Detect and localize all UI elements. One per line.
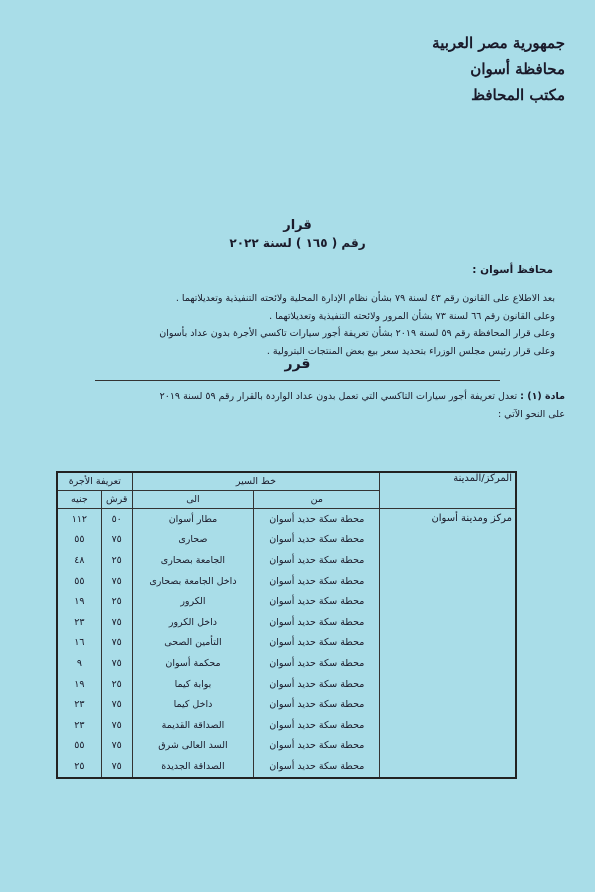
article-text: تعدل تعريفة أجور سيارات التاكسي التي تعمل بدون عداد الواردة بالقرار رقم ٥٩ لسنة ٢٠١٩ [159, 391, 518, 402]
decree-title: قرار [283, 218, 312, 233]
header-route: خط السير [132, 472, 380, 491]
letterhead-governorate: محافظة أسوان [470, 60, 565, 78]
header-center: المركز/المدينة [380, 472, 516, 509]
divider [95, 380, 500, 381]
cell-pound: ٥٥ [57, 530, 101, 551]
cell-piaster: ٧٥ [101, 694, 132, 715]
cell-to: السد العالى شرق [132, 736, 254, 757]
header-to: الى [132, 491, 254, 509]
cell-to: الصداقة الجديدة [132, 756, 254, 778]
cell-to: محكمة أسوان [132, 653, 254, 674]
header-pound: جنيه [57, 491, 101, 509]
cell-from: محطة سكة حديد أسوان [254, 509, 380, 530]
cell-from: محطة سكة حديد أسوان [254, 633, 380, 654]
cell-from: محطة سكة حديد أسوان [254, 694, 380, 715]
cell-to: الكرور [132, 591, 254, 612]
cell-to: الصداقة القديمة [132, 715, 254, 736]
cell-pound: ١٩ [57, 674, 101, 695]
cell-piaster: ٧٥ [101, 736, 132, 757]
cell-piaster: ٧٥ [101, 715, 132, 736]
cell-to: داخل كيما [132, 694, 254, 715]
preamble-line: وعلى قرار رئيس مجلس الوزراء بتحديد سعر بيع بعض المنتجات البترولية . [266, 345, 555, 357]
decree-number: رقم ( ١٦٥ ) لسنة ٢٠٢٢ [229, 236, 366, 250]
letterhead-office: مكتب المحافظ [471, 86, 565, 104]
preamble-line: وعلى قرار المحافظة رقم ٥٩ لسنة ٢٠١٩ بشأن تعريفة أجور سيارات تاكسي الأجرة بدون عداد بأسوان [159, 328, 555, 339]
cell-to: داخل الجامعة بصحارى [132, 571, 254, 592]
cell-piaster: ٧٥ [101, 653, 132, 674]
cell-pound: ٢٣ [57, 715, 101, 736]
header-from: من [254, 491, 380, 509]
cell-piaster: ٥٠ [101, 509, 132, 530]
cell-piaster: ٧٥ [101, 633, 132, 654]
cell-center: مركز ومدينة أسوان [380, 509, 516, 778]
cell-to: بوابة كيما [132, 674, 254, 695]
cell-to: صحارى [132, 530, 254, 551]
table-row [57, 509, 516, 530]
cell-pound: ٤٨ [57, 550, 101, 571]
fare-table [56, 471, 517, 779]
header-piaster: قرش [101, 491, 132, 509]
cell-from: محطة سكة حديد أسوان [254, 715, 380, 736]
header-fare: تعريفة الأجرة [57, 472, 132, 491]
cell-piaster: ٧٥ [101, 612, 132, 633]
preamble-line: بعد الاطلاع على القانون رقم ٤٣ لسنة ٧٩ بشأن نظام الإدارة المحلية ولائحته التنفيذية وتعديلاتهما . [175, 293, 555, 304]
article-1 [22, 388, 565, 424]
cell-pound: ١١٢ [57, 509, 101, 530]
cell-from: محطة سكة حديد أسوان [254, 591, 380, 612]
article-label: مادة (١) : [520, 391, 565, 402]
letterhead-country: جمهورية مصر العربية [432, 34, 565, 52]
cell-to: داخل الكرور [132, 612, 254, 633]
cell-from: محطة سكة حديد أسوان [254, 653, 380, 674]
cell-from: محطة سكة حديد أسوان [254, 571, 380, 592]
cell-from: محطة سكة حديد أسوان [254, 550, 380, 571]
cell-to: مطار أسوان [132, 509, 254, 530]
cell-piaster: ٢٥ [101, 591, 132, 612]
cell-piaster: ٢٥ [101, 674, 132, 695]
cell-pound: ٥٥ [57, 571, 101, 592]
cell-pound: ٩ [57, 653, 101, 674]
cell-pound: ٢٣ [57, 612, 101, 633]
governor-label: محافظ أسوان : [472, 264, 553, 276]
cell-pound: ١٩ [57, 591, 101, 612]
cell-piaster: ٧٥ [101, 571, 132, 592]
cell-piaster: ٧٥ [101, 756, 132, 778]
cell-to: الجامعة بصحارى [132, 550, 254, 571]
cell-to: التأمين الصحى [132, 633, 254, 654]
cell-piaster: ٧٥ [101, 530, 132, 551]
cell-from: محطة سكة حديد أسوان [254, 612, 380, 633]
cell-from: محطة سكة حديد أسوان [254, 756, 380, 778]
cell-pound: ٥٥ [57, 736, 101, 757]
decides-heading: قرر [284, 356, 311, 372]
preamble [30, 290, 555, 360]
cell-pound: ٢٣ [57, 694, 101, 715]
letterhead [432, 30, 565, 108]
cell-pound: ١٦ [57, 633, 101, 654]
cell-pound: ٢٥ [57, 756, 101, 778]
cell-from: محطة سكة حديد أسوان [254, 674, 380, 695]
preamble-line: وعلى القانون رقم ٦٦ لسنة ٧٣ بشأن المرور ولائحته التنفيذية وتعديلاتهما . [269, 310, 555, 322]
article-text-continuation: على النحو الآتي : [497, 409, 565, 420]
cell-from: محطة سكة حديد أسوان [254, 736, 380, 757]
cell-piaster: ٢٥ [101, 550, 132, 571]
cell-from: محطة سكة حديد أسوان [254, 530, 380, 551]
